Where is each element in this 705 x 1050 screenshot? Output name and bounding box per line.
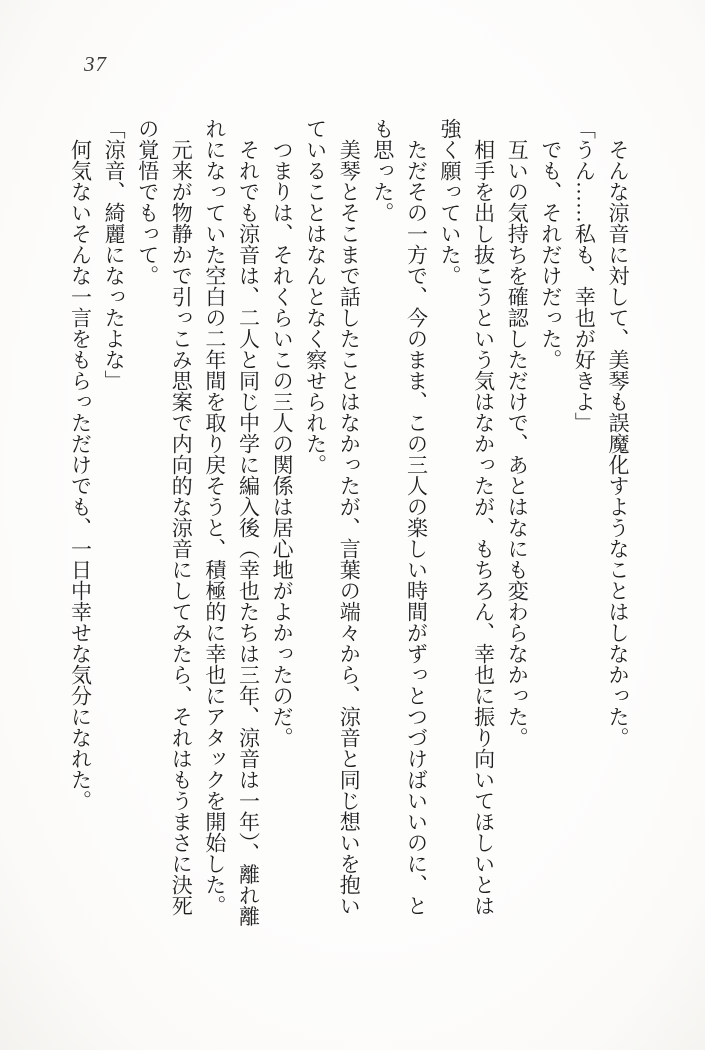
vertical-text-block [63, 118, 634, 948]
text-line: も思った。 [370, 118, 395, 223]
text-line: の覚悟でもって。 [135, 118, 160, 286]
text-line: それでも涼音は、二人と同じ中学に編入後（幸也たちは三年、涼音は一年）、離れ離 [236, 139, 261, 927]
text-line: 美琴とそこまで話したことはなかったが、言葉の端々から、涼音と同じ想いを抱い [337, 139, 362, 916]
text-line: ていることはなんとなく察せられた。 [303, 118, 328, 475]
page-number: 37 [84, 52, 107, 76]
text-line: 「うん……私も、幸也が好きよ」 [572, 118, 597, 433]
text-line: でも、それだけだった。 [538, 139, 563, 370]
text-line: 互いの気持ちを確認しただけで、あとはなにも変わらなかった。 [505, 139, 530, 748]
text-line: 「涼音、綺麗になったよな」 [102, 118, 127, 391]
text-line: ただその一方で、今のまま、この三人の楽しい時間がずっとつづけばいいのに、と [404, 139, 429, 916]
text-line: れになっていた空白の二年間を取り戻そうと、積極的に幸也にアタックを開始した。 [202, 118, 227, 916]
text-line: 何気ないそんな一言をもらっただけでも、一日中幸せな気分になれた。 [68, 139, 93, 811]
text-line: 強く願っていた。 [438, 118, 463, 286]
text-line: そんな涼音に対して、美琴も誤魔化すようなことはしなかった。 [606, 139, 630, 748]
text-line: 元来が物静かで引っこみ思案で内向的な涼音にしてみたら、それはもうまさに決死 [169, 139, 194, 916]
text-line: 相手を出し抜こうという気はなかったが、もちろん、幸也に振り向いてほしいとは [471, 139, 496, 916]
text-line: つまりは、それくらいこの三人の関係は居心地がよかったのだ。 [270, 139, 295, 748]
